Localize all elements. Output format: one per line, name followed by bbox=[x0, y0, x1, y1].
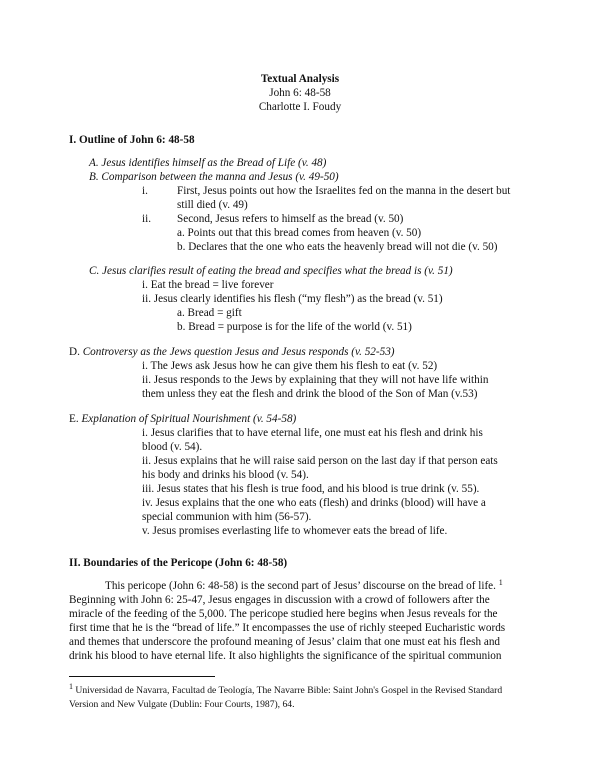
outline-e-title: Explanation of Spiritual Nourishment (v. 54-58) bbox=[81, 413, 297, 425]
outline-b-i-line2: still died (v. 49) bbox=[177, 199, 248, 211]
outline-c-ii-b: b. Bread = purpose is for the life of the world (v. 51) bbox=[177, 321, 412, 333]
outline-d-ii-line2: them unless they eat the flesh and drink the blood of the Son of Man (v.53) bbox=[142, 388, 478, 400]
outline-c-ii: ii. Jesus clearly identifies his flesh (“my flesh”) as the bread (v. 51) bbox=[142, 293, 443, 305]
doc-reference: John 6: 48-58 bbox=[269, 87, 331, 99]
outline-b-ii-b: b. Declares that the one who eats the heavenly bread will not die (v. 50) bbox=[177, 241, 498, 253]
paragraph-line-1 bbox=[105, 579, 503, 594]
footnote-line-1-text: Universidad de Navarra, Facultad de Teología, The Navarre Bible: Saint John's Gospel in the Revised Standard bbox=[73, 685, 503, 696]
paragraph-line-4: first time that he is the “bread of life.” It encompasses the use of richly steeped Eucharistic words bbox=[69, 622, 506, 634]
outline-e-ii-line1: ii. Jesus explains that he will raise said person on the last day if that person eats bbox=[142, 455, 498, 467]
outline-d-title: Controversy as the Jews question Jesus and Jesus responds (v. 52-53) bbox=[82, 346, 395, 358]
outline-e-iii: iii. Jesus states that his flesh is true food, and his blood is true drink (v. 55). bbox=[142, 483, 480, 495]
outline-e-i-line2: blood (v. 54). bbox=[142, 441, 203, 453]
outline-e-ii-line2: his body and drinks his blood (v. 54). bbox=[142, 469, 309, 481]
footnote-mark: 1 bbox=[69, 682, 73, 691]
outline-e-v: v. Jesus promises everlasting life to whomever eats the bread of life. bbox=[142, 525, 448, 537]
outline-b-ii-a: a. Points out that this bread comes from heaven (v. 50) bbox=[177, 227, 422, 239]
outline-b-ii-marker: ii. bbox=[142, 213, 152, 225]
paragraph-line-3: miracle of the feeding of the 5,000. The pericope studied here begins when Jesus reveals for the bbox=[69, 608, 498, 620]
outline-e-i-line1: i. Jesus clarifies that to have eternal life, one must eat his flesh and drink his bbox=[142, 427, 483, 439]
footnote-line-1 bbox=[69, 684, 502, 697]
outline-d-i: i. The Jews ask Jesus how he can give them his flesh to eat (v. 52) bbox=[142, 360, 438, 372]
outline-a: A. Jesus identifies himself as the Bread of Life (v. 48) bbox=[89, 157, 327, 169]
outline-d-prefix: D. bbox=[69, 346, 83, 358]
outline-d bbox=[69, 345, 395, 359]
paragraph-line-1-text: This pericope (John 6: 48-58) is the second part of Jesus’ discourse on the bread of life. bbox=[105, 580, 496, 592]
outline-b-i-marker: i. bbox=[142, 185, 148, 197]
doc-author: Charlotte I. Foudy bbox=[258, 101, 342, 113]
outline-e-prefix: E. bbox=[69, 413, 82, 425]
footnote-divider bbox=[69, 676, 215, 677]
outline-c-ii-a: a. Bread = gift bbox=[177, 307, 242, 319]
outline-c: C. Jesus clarifies result of eating the bread and specifies what the bread is (v. 51) bbox=[89, 265, 453, 277]
doc-title: Textual Analysis bbox=[260, 73, 340, 85]
outline-e bbox=[69, 412, 296, 426]
outline-b: B. Comparison between the manna and Jesus (v. 49-50) bbox=[89, 171, 339, 183]
outline-b-i-line1: First, Jesus points out how the Israelites fed on the manna in the desert but bbox=[177, 185, 511, 197]
section-2-heading: II. Boundaries of the Pericope (John 6: 48-58) bbox=[69, 557, 288, 569]
footnote-line-2: Version and New Vulgate (Dublin: Four Courts, 1987), 64. bbox=[69, 699, 295, 710]
outline-e-iv-line1: iv. Jesus explains that the one who eats (flesh) and drinks (blood) will have a bbox=[142, 497, 486, 509]
paragraph-line-6: drink his blood to have eternal life. It also highlights the significance of the spiritual communion bbox=[69, 650, 502, 662]
outline-d-ii-line1: ii. Jesus responds to the Jews by explaining that they will not have life within bbox=[142, 374, 489, 386]
paragraph-line-2: Beginning with John 6: 25-47, Jesus engages in discussion with a crowd of followers after the bbox=[69, 594, 490, 606]
section-1-heading: I. Outline of John 6: 48-58 bbox=[69, 134, 195, 146]
outline-b-ii: Second, Jesus refers to himself as the bread (v. 50) bbox=[177, 213, 404, 225]
paragraph-line-5: and themes that underscore the profound meaning of Jesus’ claim that one must eat his flesh and bbox=[69, 636, 501, 648]
outline-c-i: i. Eat the bread = live forever bbox=[142, 279, 274, 291]
outline-e-iv-line2: special communion with him (56-57). bbox=[142, 511, 312, 523]
footnote-ref[interactable]: 1 bbox=[498, 578, 503, 587]
